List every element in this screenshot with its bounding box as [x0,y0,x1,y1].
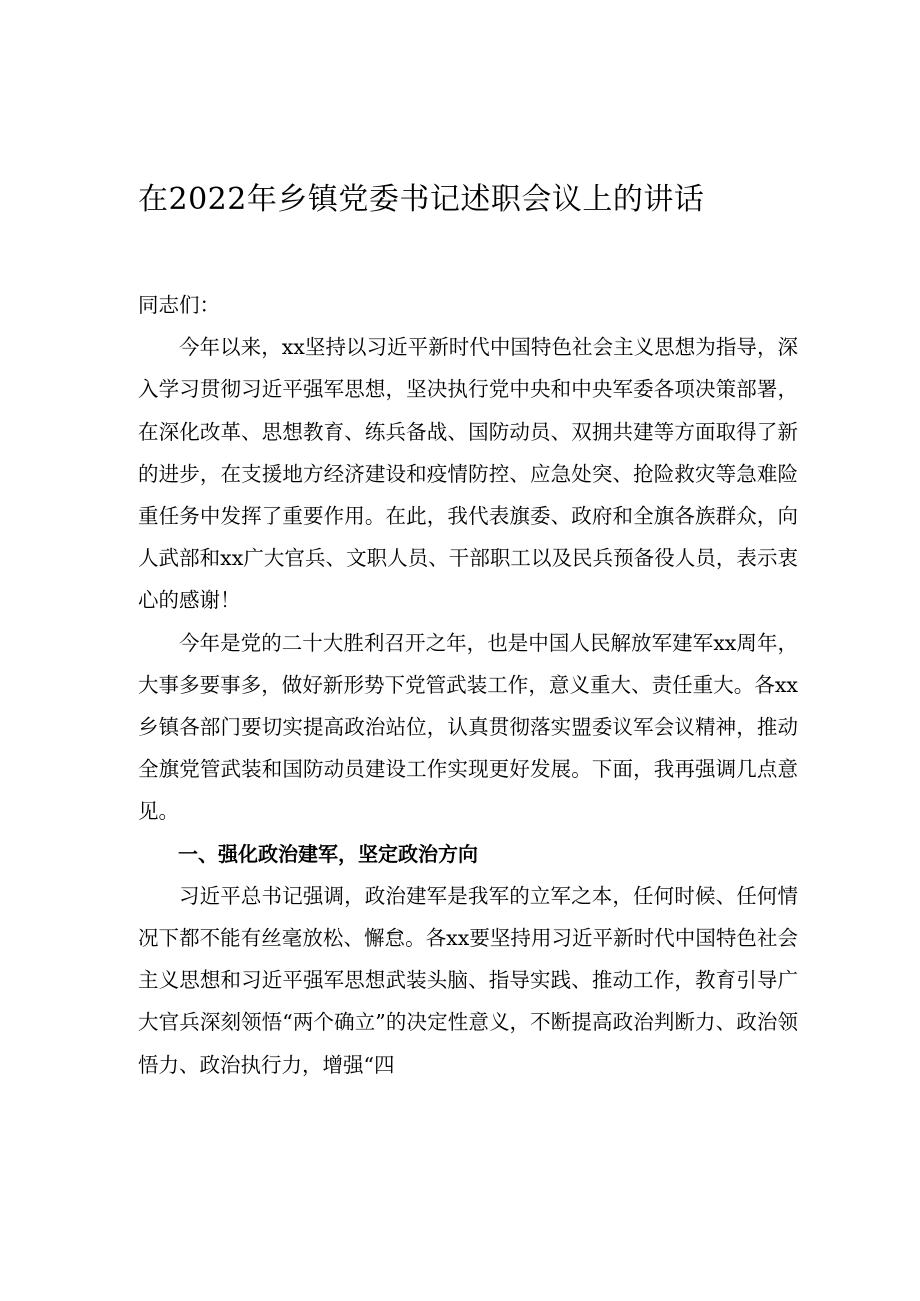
document-body [138,284,798,1086]
document-title: 在2022年乡镇党委书记述职会议上的讲话 [138,182,705,217]
salutation: 同志们： [138,293,220,317]
section-paragraph: 习近平总书记强调，政治建军是我军的立军之本，任何时候、任何情况下都不能有丝毫放松、懈怠。各xx要坚持用习近平新时代中国特色社会主义思想和习近平强军思想武装头脑、指导实践、推动工作，教育引导广大官兵深刻领悟“两个确立”的决定性意义，不断提高政治判断力、政治领悟力、政治执行力，增强“四 [138,883,798,1077]
section-heading: 一、强化政治建军，坚定政治方向 [178,841,478,866]
paragraph-opening: 今年以来，xx坚持以习近平新时代中国特色社会主义思想为指导，深入学习贯彻习近平强军思想，坚决执行党中央和中央军委各项决策部署，在深化改革、思想教育、练兵备战、国防动员、双拥共建等方面取得了新的进步，在支援地方经济建设和疫情防控、应急处突、抢险救灾等急难险重任务中发挥了重要作用。在此，我代表旗委、政府和全旗各族群众，向人武部和xx广大官兵、文职人员、干部职工以及民兵预备役人员，表示衷心的感谢！ [138,335,798,613]
paragraph-context: 今年是党的二十大胜利召开之年，也是中国人民解放军建军xx周年，大事多要事多，做好新形势下党管武装工作，意义重大、责任重大。各xx乡镇各部门要切实提高政治站位，认真贯彻落实盟委议军会议精神，推动全旗党管武装和国防动员建设工作实现更好发展。下面，我再强调几点意见。 [138,630,798,824]
